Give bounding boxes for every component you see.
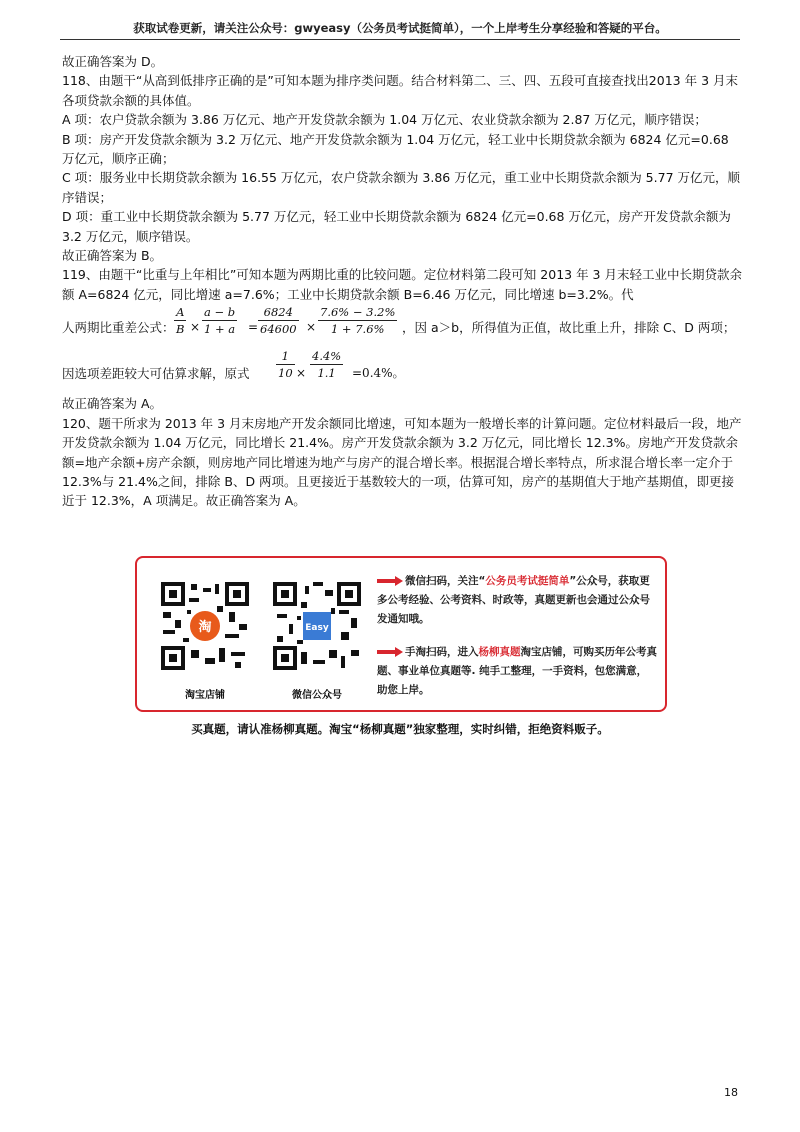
- footer-note: 买真题，请认准杨柳真题。淘宝“杨柳真题”独家整理，实时纠错，拒绝资料贩子。: [191, 722, 609, 736]
- promo-wechat-paragraph: 微信扫码，关注“公务员考试挺简单”公众号，获取更多公考经验、公考资料、时政等，真题更新也会通过公众号发通知哦。: [377, 575, 650, 625]
- promo-box: [135, 556, 667, 712]
- taobao-qr-label: 淘宝店铺: [185, 690, 225, 701]
- q120-explanation: 120、题干所求为 2013 年 3 月末房地产开发余额同比增速，可知本题为一般增长率的计算问题。定位材料最后一段，地产开发贷款余额为 1.04 万亿元，同比增长 21.4%。房产开发贷款余额为 3.2 万亿元，同比增长 12.3%。房地产开发贷款余额=地产余额+房产余额，则房地产同比增速为地产与房产的混合增长率。根据混合增长率特点，所求混合增长率一定介于 12.3%与 21.4%之间，排除 B、D 两项。且更接近于基数较大的一项，估算可知，房产的基期值大于地产基期值，即更接近于 12.3%，A 项满足。故正确答案为 A。: [62, 415, 742, 509]
- answer-explanations: [62, 52, 742, 511]
- fraction-values: $\frac{6824}{64600}$: [260, 305, 297, 337]
- times-sign: ×: [190, 320, 201, 335]
- fraction-rate-diff: $\frac{a - b}{1 + a}$: [204, 305, 236, 337]
- times-sign: ×: [306, 320, 317, 335]
- q119-formula-line: [62, 304, 742, 354]
- wechat-qr-code[interactable]: [271, 580, 363, 672]
- page-number: 18: [724, 1086, 738, 1099]
- pointing-hand-icon: [377, 647, 403, 657]
- taobao-qr-code[interactable]: [159, 580, 251, 672]
- fraction-estimate: $\frac{4.4\%}{1.1}$: [312, 349, 342, 381]
- q118-option-a: A 项：农户贷款余额为 3.86 万亿元、地产开发贷款余额为 1.04 万亿元、农业贷款余额为 2.87 万亿元，顺序错误；: [62, 112, 707, 128]
- fraction-percent: $\frac{7.6\% - 3.2\%}{1 + 7.6\%}$: [320, 305, 396, 337]
- fraction-one-tenth: $\frac{1}{10}$: [278, 349, 293, 381]
- q119-estimate-lead: 因选项差距较大可估算求解，原式: [62, 366, 250, 382]
- q118-intro: 118、由题干“从高到低排序正确的是”可知本题为排序类问题。结合材料第二、三、四、五段可直接查找出2013 年 3 月末各项贷款余额的具体值。: [62, 73, 738, 108]
- q118-answer: 故正确答案为 B。: [62, 248, 163, 264]
- q118-option-c: C 项：服务业中长期贷款余额为 16.55 万亿元，农户贷款余额为 3.86 万亿元，重工业中长期贷款余额为 5.77 万亿元，顺序错误；: [62, 170, 740, 205]
- wechat-qr-label: 微信公众号: [292, 690, 342, 701]
- answer-line: 故正确答案为 D。: [62, 54, 164, 69]
- equals-sign: =: [248, 320, 259, 335]
- q119-estimate-line: [62, 349, 742, 394]
- fraction-a-over-b: $\frac{A}{B}$: [176, 305, 185, 337]
- times-sign: ×: [296, 366, 307, 381]
- wechat-account-name: 公务员考试挺简单: [485, 575, 570, 587]
- pointing-hand-icon: [377, 576, 403, 586]
- promo-text: [377, 572, 657, 700]
- q118-option-b: B 项：房产开发贷款余额为 3.2 万亿元、地产开发贷款余额为 1.04 万亿元，轻工业中长期贷款余额为 6824 亿元=0.68 万亿元，顺序正确；: [62, 131, 729, 167]
- promo-taobao-paragraph: 手淘扫码，进入杨柳真题淘宝店铺，可购买历年公考真题、事业单位真题等. 纯手工整理，一手资料，包您满意，助您上岸。: [377, 646, 657, 696]
- q119-formula-lead: 人两期比重差公式：: [62, 320, 175, 336]
- page-header: 获取试卷更新，请关注公众号：gwyeasy（公务员考试挺简单），一个上岸考生分享经验和答疑的平台。: [60, 20, 740, 40]
- svg-text:淘: 淘: [198, 620, 212, 635]
- q119-answer: 故正确答案为 A。: [62, 396, 163, 412]
- q119-estimate-tail: =0.4%。: [352, 366, 405, 381]
- svg-text:Easy: Easy: [305, 623, 329, 633]
- shop-name: 杨柳真题: [478, 646, 521, 658]
- q119-intro: 119、由题干“比重与上年相比”可知本题为两期比重的比较问题。定位材料第二段可知 2013 年 3 月末轻工业中长期贷款余额 A=6824 亿元，同比增速 a=7.6%；工业中长期贷款余额 B=6.46 万亿元，同比增速 b=3.2%。代: [62, 267, 742, 302]
- q119-formula-tail: ，因 a＞b，所得值为正值，故比重上升，排除 C、D 两项；: [402, 320, 736, 336]
- q118-option-d: D 项：重工业中长期贷款余额为 5.77 万亿元，轻工业中长期贷款余额为 6824 亿元=0.68 万亿元，房产开发贷款余额为 3.2 万亿元，顺序错误。: [62, 209, 731, 244]
